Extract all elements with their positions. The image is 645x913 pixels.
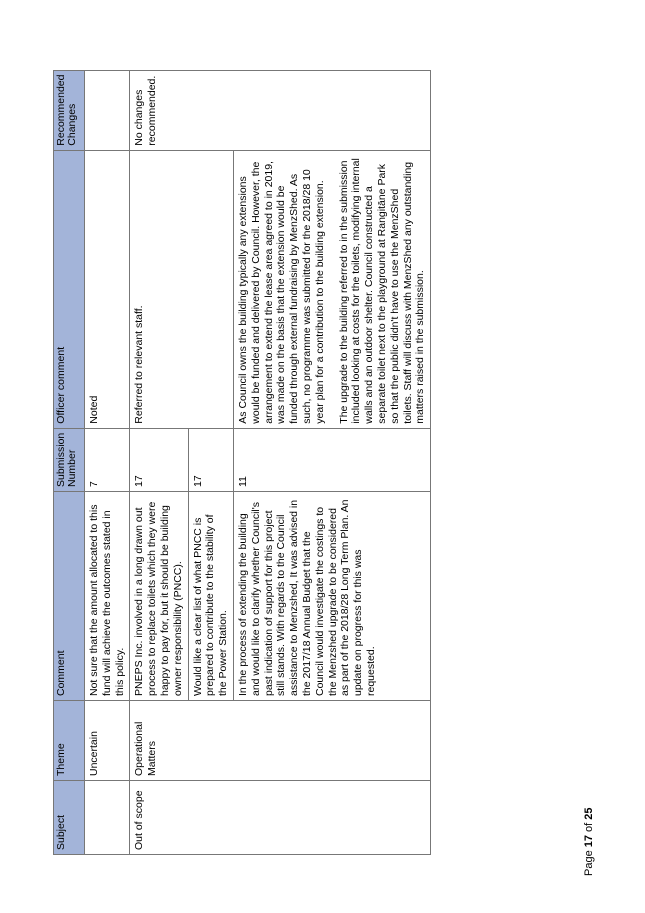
cell-submission-number: 17 <box>130 428 188 491</box>
cell-subject <box>85 781 130 855</box>
cell-officer-comment: Noted <box>85 150 130 428</box>
cell-officer-comment: Referred to relevant staff. <box>130 150 234 428</box>
header-row <box>54 70 85 854</box>
cell-comment: In the process of extending the building and would like to clarify whether Council's past indication of support for this project still stands. With regards to the Council assistance to Menzshed, It was advised in the 2017/18 Annual Budget that the Council would investigate the costings to the Menzshed upgrade to be considered as part of the 2018/28 Long Term Plan. An update on progress for this was requested. <box>233 492 430 701</box>
cell-comment: Would like a clear list of what PNCC is prepared to contribute to the stability of the Power Station. <box>188 492 233 701</box>
header-subject: Subject <box>54 781 85 855</box>
cell-recommended-changes <box>85 70 130 150</box>
header-comment: Comment <box>54 492 85 701</box>
header-theme: Theme <box>54 701 85 781</box>
table-row <box>85 70 130 854</box>
cell-theme: Uncertain <box>85 701 130 781</box>
page-label: Page <box>583 847 595 876</box>
cell-comment: Not sure that the amount allocated to this fund will achieve the outcomes stated in this policy. <box>85 492 130 701</box>
current-page: 17 <box>583 835 595 848</box>
submissions-table <box>53 70 431 855</box>
cell-submission-number: 11 <box>233 428 430 491</box>
page-of-label: of <box>583 819 595 835</box>
cell-comment: PNEPS Inc. involved in a long drawn out process to replace toilets which they were happy to pay for, but it should be building owner responsibility (PNCC). <box>130 492 188 701</box>
cell-officer-comment <box>233 150 430 428</box>
page-number <box>583 807 595 876</box>
officer-comment-paragraph: As Council owns the building typically any extensions would be funded and delivered by Council. However, the arrangement to extend the lease area agreed to in 2019, was made on the basis that the extension would be funded through external fundraising by MenzShed. As such, no programme was submitted for the 2018/28 10 year plan for a contribution to the building extension. <box>236 161 326 424</box>
header-recommended-changes: Recommended Changes <box>54 70 85 150</box>
table-row <box>130 70 188 854</box>
cell-subject: Out of scope <box>130 781 431 855</box>
officer-comment-paragraph: The upgrade to the building referred to in the submission included looking at costs for the toilets, modifying internal walls and an outdoor shelter. Council constructed a separate toilet next to the playground at Rangitāne Park so that the public didn't have to use the MenzShed toilets. Staff will discuss with MenzShed any outstanding matters raised in the submission. <box>337 158 427 424</box>
cell-recommended-changes: No changes recommended. <box>130 70 431 150</box>
cell-submission-number: 17 <box>188 428 233 491</box>
cell-submission-number: 7 <box>85 428 130 491</box>
header-officer-comment: Officer comment <box>54 150 85 428</box>
cell-theme: Operational Matters <box>130 701 431 781</box>
header-submission-number: Submission Number <box>54 428 85 491</box>
total-pages: 25 <box>583 807 595 820</box>
